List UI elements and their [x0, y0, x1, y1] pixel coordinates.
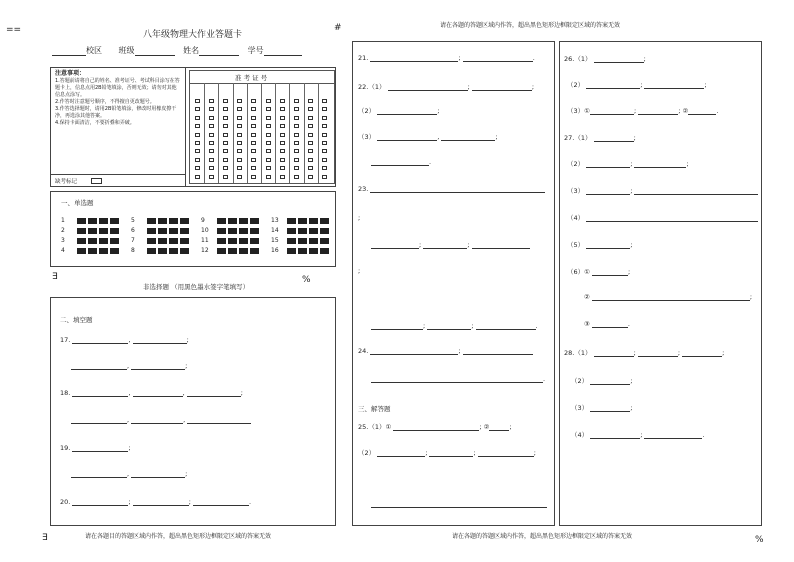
mc-option-bubble[interactable] — [180, 218, 189, 224]
exam-id-bubble-6[interactable] — [322, 149, 327, 153]
mc-option-bubble[interactable] — [147, 248, 156, 254]
footer-notice-2: 请在各题的答题区域内作答，超出黑色矩形边框限定区域的答案无效 — [452, 533, 633, 540]
exam-id-bubble-4[interactable] — [223, 133, 228, 137]
top-notice: 请在各题的答题区域内作答，超出黑色矩形边框限定区域的答案无效 — [440, 22, 621, 29]
grid-divider — [289, 83, 290, 183]
mc-option-bubble[interactable] — [228, 228, 237, 234]
exam-id-bubble-5[interactable] — [251, 141, 256, 145]
mc-option-bubble[interactable] — [77, 228, 86, 234]
mc-question-8[interactable] — [131, 247, 191, 254]
column3-panel — [559, 41, 762, 526]
mc-option-bubble[interactable] — [309, 218, 318, 224]
exam-id-bubble-8[interactable] — [223, 166, 228, 170]
mc-question-1[interactable] — [61, 217, 121, 224]
page-title: 八年级物理大作业答题卡 — [143, 30, 243, 40]
q17-line2[interactable]: , ; — [71, 362, 187, 370]
exam-id-bubble-8[interactable] — [294, 166, 299, 170]
corner-mark: ∃ — [42, 533, 48, 543]
column2-panel — [352, 41, 555, 526]
mc-option-bubble[interactable] — [228, 218, 237, 224]
mc-option-bubble[interactable] — [239, 248, 248, 254]
mc-option-bubble[interactable] — [88, 218, 97, 224]
exam-id-bubble-0[interactable] — [209, 99, 214, 103]
mc-option-bubble[interactable] — [250, 218, 259, 224]
section2-title: 二、填空题 — [60, 316, 93, 324]
mc-option-bubble[interactable] — [287, 248, 296, 254]
mc-option-bubble[interactable] — [110, 238, 119, 244]
mc-option-bubble[interactable] — [228, 248, 237, 254]
exam-id-bubble-8[interactable] — [251, 166, 256, 170]
q28-4[interactable]: （4） ; . — [571, 431, 705, 439]
single-choice-panel — [50, 191, 336, 267]
corner-mark: % — [755, 535, 764, 545]
exam-id-bubble-9[interactable] — [308, 175, 313, 179]
exam-id-bubble-3[interactable] — [209, 124, 214, 128]
mc-option-bubble[interactable] — [298, 248, 307, 254]
mc-option-bubble[interactable] — [180, 238, 189, 244]
mc-question-3[interactable] — [61, 237, 121, 244]
q26[interactable]: 26.（1） ; — [564, 55, 646, 63]
mc-question-5[interactable] — [131, 217, 191, 224]
notice-item: 4.保持卡面清洁，不要折叠和弄破。 — [55, 120, 135, 126]
q18-line2[interactable]: , , — [71, 416, 251, 424]
exam-id-bubble-2[interactable] — [237, 116, 242, 120]
exam-id-bubble-6[interactable] — [223, 149, 228, 153]
mc-option-bubble[interactable] — [228, 238, 237, 244]
exam-id-bubble-6[interactable] — [266, 149, 271, 153]
exam-id-bubble-3[interactable] — [308, 124, 313, 128]
mc-question-4[interactable] — [61, 247, 121, 254]
exam-id-bubble-8[interactable] — [322, 166, 327, 170]
absent-label: 缺考标记 — [55, 179, 78, 185]
mc-question-10[interactable] — [201, 227, 261, 234]
mc-option-bubble[interactable] — [309, 228, 318, 234]
mc-option-bubble[interactable] — [287, 238, 296, 244]
mc-number: 8 — [131, 247, 135, 254]
exam-id-bubble-5[interactable] — [223, 141, 228, 145]
q23-5[interactable]: ; ; . — [371, 322, 538, 330]
mc-question-16[interactable] — [271, 247, 331, 254]
exam-id-bubble-0[interactable] — [308, 99, 313, 103]
q21[interactable]: 21. ; . — [358, 54, 535, 62]
mc-number: 14 — [271, 227, 279, 234]
mc-option-bubble[interactable] — [99, 228, 108, 234]
q26-2[interactable]: （2） ; ; — [567, 81, 707, 89]
exam-id-bubble-6[interactable] — [280, 149, 285, 153]
mc-option-bubble[interactable] — [180, 228, 189, 234]
exam-id-bubble-3[interactable] — [251, 124, 256, 128]
mc-option-bubble[interactable] — [309, 248, 318, 254]
mc-option-bubble[interactable] — [158, 218, 167, 224]
exam-id-bubble-0[interactable] — [322, 99, 327, 103]
mc-option-bubble[interactable] — [158, 248, 167, 254]
exam-id-bubble-7[interactable] — [266, 158, 271, 162]
mc-option-bubble[interactable] — [99, 248, 108, 254]
mc-question-6[interactable] — [131, 227, 191, 234]
mc-option-bubble[interactable] — [110, 218, 119, 224]
exam-id-bubble-7[interactable] — [308, 158, 313, 162]
mc-option-bubble[interactable] — [99, 238, 108, 244]
grid-divider — [204, 83, 205, 183]
mc-option-bubble[interactable] — [309, 238, 318, 244]
exam-id-bubble-5[interactable] — [294, 141, 299, 145]
mc-number: 16 — [271, 247, 279, 254]
mc-option-bubble[interactable] — [158, 228, 167, 234]
exam-id-bubble-4[interactable] — [195, 133, 200, 137]
q27-3[interactable]: （3） ; — [567, 186, 758, 195]
corner-mark: % — [302, 275, 311, 285]
exam-id-bubble-5[interactable] — [266, 141, 271, 145]
q25-2[interactable]: （2） ; ; ; — [358, 449, 536, 457]
exam-id-bubble-6[interactable] — [294, 149, 299, 153]
q17[interactable]: 17. , ; — [60, 336, 189, 344]
mc-question-7[interactable] — [131, 237, 191, 244]
mc-option-bubble[interactable] — [250, 238, 259, 244]
q25-3[interactable] — [371, 500, 547, 508]
exam-id-label: 准 考 证 号 — [235, 74, 268, 82]
mc-option-bubble[interactable] — [88, 228, 97, 234]
mc-option-bubble[interactable] — [250, 228, 259, 234]
mc-option-bubble[interactable] — [77, 248, 86, 254]
fill-blank-panel — [50, 297, 336, 526]
mc-option-bubble[interactable] — [320, 228, 329, 234]
mc-number: 12 — [201, 247, 209, 254]
corner-mark: == — [6, 25, 22, 35]
exam-id-bubble-2[interactable] — [308, 116, 313, 120]
exam-id-bubble-4[interactable] — [280, 133, 285, 137]
exam-id-bubble-3[interactable] — [237, 124, 242, 128]
mc-option-bubble[interactable] — [180, 248, 189, 254]
exam-id-bubble-9[interactable] — [209, 175, 214, 179]
mc-option-bubble[interactable] — [239, 228, 248, 234]
q23[interactable]: 23. — [358, 185, 545, 193]
mc-option-bubble[interactable] — [217, 248, 226, 254]
exam-id-bubble-2[interactable] — [266, 116, 271, 120]
q22[interactable]: 22.（1） ; ; — [358, 83, 535, 91]
mc-option-bubble[interactable] — [110, 228, 119, 234]
q28-2[interactable]: （2） ; — [571, 377, 633, 385]
mc-option-bubble[interactable] — [217, 218, 226, 224]
exam-id-bubble-1[interactable] — [280, 107, 285, 111]
exam-id-bubble-7[interactable] — [280, 158, 285, 162]
footer-notice: 请在各题目的答题区域内作答，超出黑色矩形边框限定区域的答案无效 — [85, 533, 272, 540]
mc-option-bubble[interactable] — [110, 248, 119, 254]
mc-option-bubble[interactable] — [320, 218, 329, 224]
exam-id-bubble-7[interactable] — [223, 158, 228, 162]
exam-id-bubble-5[interactable] — [237, 141, 242, 145]
exam-id-bubble-2[interactable] — [280, 116, 285, 120]
exam-id-bubble-2[interactable] — [223, 116, 228, 120]
campus-label: 校区 — [86, 46, 102, 55]
mc-number: 9 — [201, 217, 205, 224]
exam-id-bubble-9[interactable] — [195, 175, 200, 179]
exam-id-bubble-0[interactable] — [195, 99, 200, 103]
exam-id-bubble-1[interactable] — [223, 107, 228, 111]
q28-3[interactable]: （3） ; — [571, 404, 633, 412]
exam-id-bubble-4[interactable] — [266, 133, 271, 137]
grid-divider — [275, 83, 276, 183]
mc-question-14[interactable] — [271, 227, 331, 234]
exam-id-bubble-8[interactable] — [280, 166, 285, 170]
exam-id-bubble-9[interactable] — [223, 175, 228, 179]
mc-number: 10 — [201, 227, 209, 234]
exam-id-bubble-0[interactable] — [223, 99, 228, 103]
grid-divider — [261, 83, 262, 183]
grid-divider — [233, 83, 234, 183]
exam-id-bubble-1[interactable] — [266, 107, 271, 111]
mc-option-bubble[interactable] — [169, 218, 178, 224]
exam-id-bubble-4[interactable] — [294, 133, 299, 137]
mc-number: 5 — [131, 217, 135, 224]
mc-option-bubble[interactable] — [169, 228, 178, 234]
notice-heading: 注意事项： — [55, 70, 86, 77]
notice-item: 2.作答时注意题号顺序，不得擅自更改题号。 — [55, 99, 155, 105]
q22-4[interactable]: . — [371, 158, 431, 166]
q24[interactable]: 24. ; — [358, 347, 533, 355]
exam-id-bubble-5[interactable] — [308, 141, 313, 145]
notice-text — [55, 70, 180, 127]
exam-id-bubble-1[interactable] — [322, 107, 327, 111]
exam-id-bubble-3[interactable] — [266, 124, 271, 128]
q26-3[interactable]: （3）① ; ; ② . — [567, 107, 719, 115]
mc-number: 3 — [61, 237, 65, 244]
q24-2[interactable]: . — [371, 375, 545, 383]
exam-id-bubble-2[interactable] — [195, 116, 200, 120]
q22-2[interactable]: （2） ; — [358, 107, 440, 115]
exam-id-bubble-7[interactable] — [195, 158, 200, 162]
q27-5[interactable]: （5） ; — [567, 241, 633, 249]
mc-option-bubble[interactable] — [217, 238, 226, 244]
mc-option-bubble[interactable] — [99, 218, 108, 224]
mc-number: 13 — [271, 217, 279, 224]
exam-id-bubble-5[interactable] — [195, 141, 200, 145]
mc-number: 6 — [131, 227, 135, 234]
mc-question-11[interactable] — [201, 237, 261, 244]
exam-id-bubble-0[interactable] — [280, 99, 285, 103]
mc-option-bubble[interactable] — [239, 238, 248, 244]
section3-title: 三、解答题 — [358, 405, 391, 413]
exam-id-bubble-8[interactable] — [308, 166, 313, 170]
exam-id-bubble-4[interactable] — [237, 133, 242, 137]
class-label: 班级 — [118, 46, 135, 55]
q27-4[interactable]: （4） — [567, 213, 758, 222]
mc-option-bubble[interactable] — [77, 218, 86, 224]
exam-id-bubble-5[interactable] — [209, 141, 214, 145]
exam-id-bubble-1[interactable] — [251, 107, 256, 111]
mc-question-15[interactable] — [271, 237, 331, 244]
q27-6[interactable]: （6）① ; — [567, 268, 631, 276]
q18[interactable]: 18. , , ; — [60, 389, 243, 397]
exam-id-bubble-0[interactable] — [251, 99, 256, 103]
mc-option-bubble[interactable] — [88, 248, 97, 254]
absent-checkbox[interactable] — [91, 178, 102, 184]
mc-number: 7 — [131, 237, 135, 244]
q23-2: ; — [358, 214, 361, 222]
mc-option-bubble[interactable] — [158, 238, 167, 244]
section1-title: 一、单选题 — [61, 199, 94, 207]
exam-id-bubble-9[interactable] — [322, 175, 327, 179]
exam-id-bubble-9[interactable] — [237, 175, 242, 179]
exam-id-bubble-8[interactable] — [237, 166, 242, 170]
exam-id-bubble-3[interactable] — [223, 124, 228, 128]
q27[interactable]: 27.（1） ; — [564, 134, 636, 142]
q22-3[interactable]: （3） , ; — [358, 133, 498, 141]
mc-number: 15 — [271, 237, 279, 244]
mc-option-bubble[interactable] — [169, 238, 178, 244]
notice-item: 1.答题前请将自己的姓名、准考证号、考试科目涂写在答题卡上，信息点用2B铅笔填涂，否则无效；请勿对其他信息点涂写。 — [55, 78, 180, 98]
corner-mark: # — [334, 23, 342, 33]
mc-option-bubble[interactable] — [88, 238, 97, 244]
exam-id-bubble-9[interactable] — [280, 175, 285, 179]
exam-id-bubble-6[interactable] — [251, 149, 256, 153]
mc-option-bubble[interactable] — [298, 218, 307, 224]
exam-id-bubble-7[interactable] — [237, 158, 242, 162]
mc-number: 2 — [61, 227, 65, 234]
exam-id-bubble-0[interactable] — [266, 99, 271, 103]
exam-id-bubble-7[interactable] — [209, 158, 214, 162]
mc-option-bubble[interactable] — [298, 238, 307, 244]
exam-id-bubble-1[interactable] — [308, 107, 313, 111]
mc-question-9[interactable] — [201, 217, 261, 224]
mc-question-2[interactable] — [61, 227, 121, 234]
exam-id-bubble-1[interactable] — [294, 107, 299, 111]
exam-id-bubble-6[interactable] — [195, 149, 200, 153]
exam-id-bubble-4[interactable] — [251, 133, 256, 137]
exam-id-bubble-7[interactable] — [251, 158, 256, 162]
mc-option-bubble[interactable] — [147, 228, 156, 234]
notice-panel — [50, 67, 336, 187]
exam-id-bubble-5[interactable] — [280, 141, 285, 145]
exam-id-bubble-2[interactable] — [251, 116, 256, 120]
exam-id-bubble-9[interactable] — [251, 175, 256, 179]
mc-question-12[interactable] — [201, 247, 261, 254]
grid-divider — [247, 83, 248, 183]
exam-id-bubble-4[interactable] — [322, 133, 327, 137]
q27-7[interactable]: ② ; — [584, 293, 753, 301]
q27-2[interactable]: （2） ; ; — [567, 160, 689, 168]
exam-id-bubble-3[interactable] — [195, 124, 200, 128]
exam-id-bubble-4[interactable] — [308, 133, 313, 137]
mc-option-bubble[interactable] — [250, 248, 259, 254]
name-label: 姓名 — [183, 46, 200, 55]
exam-id-bubble-8[interactable] — [266, 166, 271, 170]
mc-option-bubble[interactable] — [287, 218, 296, 224]
exam-id-bubble-3[interactable] — [322, 124, 327, 128]
exam-id-bubble-9[interactable] — [266, 175, 271, 179]
exam-id-bubble-7[interactable] — [294, 158, 299, 162]
exam-id-grid — [189, 70, 335, 184]
exam-id-bubble-3[interactable] — [280, 124, 285, 128]
mc-option-bubble[interactable] — [169, 248, 178, 254]
mc-option-bubble[interactable] — [239, 218, 248, 224]
exam-id-bubble-2[interactable] — [209, 116, 214, 120]
q25[interactable]: 25.（1）① ; ② ; — [358, 423, 512, 431]
mc-answers — [61, 217, 331, 257]
exam-id-bubble-1[interactable] — [209, 107, 214, 111]
q19-line2[interactable]: , ; — [71, 470, 187, 478]
q20[interactable]: 20. ; ; . — [60, 498, 252, 506]
mc-question-13[interactable] — [271, 217, 331, 224]
q23-4: ; — [358, 267, 361, 275]
exam-id-bubble-1[interactable] — [237, 107, 242, 111]
q28[interactable]: 28.（1） ; ; ; — [564, 349, 725, 357]
exam-id-bubble-8[interactable] — [209, 166, 214, 170]
grid-divider — [218, 83, 219, 183]
mc-option-bubble[interactable] — [147, 218, 156, 224]
corner-mark: ∃ — [52, 272, 58, 282]
mc-number: 4 — [61, 247, 65, 254]
exam-id-bubble-2[interactable] — [294, 116, 299, 120]
grid-divider — [318, 83, 319, 183]
mc-number: 1 — [61, 217, 65, 224]
q23-3[interactable]: ; ; — [371, 241, 530, 249]
exam-id-bubble-5[interactable] — [322, 141, 327, 145]
mc-option-bubble[interactable] — [77, 238, 86, 244]
exam-id-bubble-6[interactable] — [237, 149, 242, 153]
exam-id-bubble-3[interactable] — [294, 124, 299, 128]
id-label: 学号 — [247, 46, 264, 55]
mc-option-bubble[interactable] — [147, 238, 156, 244]
exam-id-bubble-0[interactable] — [294, 99, 299, 103]
exam-id-bubble-0[interactable] — [237, 99, 242, 103]
exam-id-bubble-1[interactable] — [195, 107, 200, 111]
notice-item: 3.作答选择题时，请用2B铅笔填涂，修改时用橡皮擦干净，再选涂其他答案。 — [55, 106, 177, 119]
exam-id-bubble-7[interactable] — [322, 158, 327, 162]
mc-option-bubble[interactable] — [287, 228, 296, 234]
mc-option-bubble[interactable] — [320, 248, 329, 254]
mc-option-bubble[interactable] — [298, 228, 307, 234]
q19[interactable]: 19. ; — [60, 444, 131, 452]
mc-option-bubble[interactable] — [217, 228, 226, 234]
exam-id-bubble-2[interactable] — [322, 116, 327, 120]
nonselect-title: 非选择题 （用黑色墨水签字笔填写） — [143, 283, 250, 291]
exam-id-bubble-8[interactable] — [195, 166, 200, 170]
exam-id-bubble-6[interactable] — [209, 149, 214, 153]
grid-divider — [304, 83, 305, 183]
exam-id-bubble-6[interactable] — [308, 149, 313, 153]
mc-number: 11 — [201, 237, 209, 244]
exam-id-bubble-9[interactable] — [294, 175, 299, 179]
q27-8[interactable]: ③ . — [584, 320, 630, 328]
mc-option-bubble[interactable] — [320, 238, 329, 244]
student-info-row — [52, 45, 302, 56]
exam-id-bubble-4[interactable] — [209, 133, 214, 137]
